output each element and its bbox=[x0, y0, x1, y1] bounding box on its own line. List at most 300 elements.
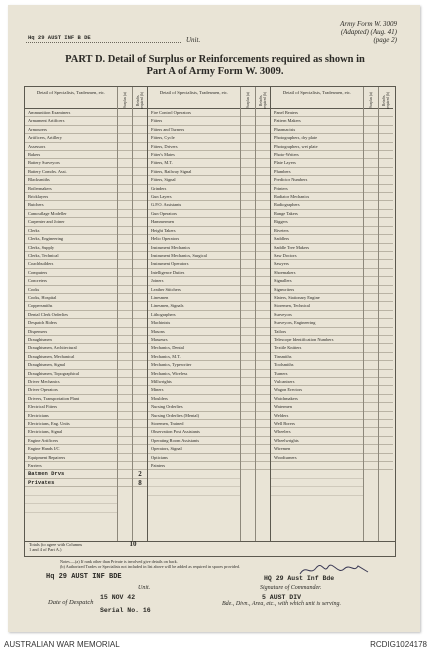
number-cell bbox=[118, 260, 132, 268]
specialist-row: Hammermen bbox=[148, 218, 240, 226]
torn-edge bbox=[8, 5, 68, 19]
number-cell bbox=[256, 151, 270, 159]
brigade-label: Bde., Divn., Area, etc., with which unit is serving. bbox=[222, 601, 341, 607]
specialist-row: Printers bbox=[271, 185, 363, 193]
number-cell bbox=[364, 227, 378, 235]
number-cell bbox=[364, 353, 378, 361]
number-cell bbox=[241, 277, 255, 285]
number-cell bbox=[379, 454, 393, 462]
number-cell bbox=[241, 386, 255, 394]
number-cell bbox=[241, 420, 255, 428]
number-cell bbox=[118, 286, 132, 294]
number-cell bbox=[133, 260, 147, 268]
number-cell bbox=[241, 319, 255, 327]
number-cell bbox=[364, 294, 378, 302]
specialist-row: Observation Post Assistants bbox=[148, 428, 240, 436]
number-cell bbox=[241, 286, 255, 294]
number-cell bbox=[118, 126, 132, 134]
number-cell bbox=[256, 109, 270, 117]
specialist-row: Sawyers bbox=[271, 260, 363, 268]
specialist-row: Driver Mechanics bbox=[25, 378, 117, 386]
number-cell bbox=[133, 117, 147, 125]
number-cell bbox=[133, 168, 147, 176]
specialist-row: Miners bbox=[148, 386, 240, 394]
specialist-row: Mechanics, M.T. bbox=[148, 353, 240, 361]
number-cell bbox=[364, 445, 378, 453]
number-cell bbox=[379, 344, 393, 352]
number-cell bbox=[118, 479, 132, 487]
number-cell bbox=[364, 159, 378, 167]
specialist-row: Electricians bbox=[25, 412, 117, 420]
specialist-row: Fitters and Turners bbox=[148, 126, 240, 134]
number-cell bbox=[256, 319, 270, 327]
number-cell bbox=[133, 395, 147, 403]
number-cell bbox=[256, 143, 270, 151]
number-cell bbox=[256, 185, 270, 193]
specialist-row: Plate Layers bbox=[271, 159, 363, 167]
number-cell bbox=[241, 117, 255, 125]
number-cell bbox=[379, 277, 393, 285]
specialist-row: Draughtsmen, Architectural bbox=[25, 344, 117, 352]
number-cell bbox=[118, 117, 132, 125]
specialist-row: Electrical Fitters bbox=[25, 403, 117, 411]
specialist-row: Wheelers bbox=[271, 428, 363, 436]
number-cell bbox=[256, 193, 270, 201]
specialist-row: Linesmen, Signals bbox=[148, 302, 240, 310]
specialist-row: Well Borers bbox=[271, 420, 363, 428]
number-cell bbox=[241, 328, 255, 336]
number-cell bbox=[256, 328, 270, 336]
number-cell bbox=[256, 117, 270, 125]
number-cell bbox=[256, 420, 270, 428]
number-cell bbox=[364, 269, 378, 277]
specialist-row: Wiremen bbox=[271, 445, 363, 453]
specialist-row: Coppersmiths bbox=[25, 302, 117, 310]
specialist-row: Plumbers bbox=[271, 168, 363, 176]
number-cell bbox=[241, 462, 255, 470]
number-cell bbox=[364, 378, 378, 386]
number-cell bbox=[364, 176, 378, 184]
specialist-row: Farriers bbox=[25, 462, 117, 470]
specialist-row: Machinists bbox=[148, 319, 240, 327]
number-cell bbox=[256, 395, 270, 403]
number-cell bbox=[256, 218, 270, 226]
number-cell bbox=[118, 277, 132, 285]
specialist-row: Instrument Mechanics bbox=[148, 244, 240, 252]
number-cell bbox=[379, 151, 393, 159]
signature-label: Signature of Commander. bbox=[260, 585, 322, 591]
specialist-row: Fitters, Signal bbox=[148, 176, 240, 184]
number-cell bbox=[256, 403, 270, 411]
number-cell bbox=[118, 159, 132, 167]
specialist-row bbox=[271, 462, 363, 470]
number-cell bbox=[118, 445, 132, 453]
number-cell bbox=[379, 353, 393, 361]
number-cell bbox=[241, 210, 255, 218]
number-cell bbox=[379, 336, 393, 344]
specialist-row: Clerks bbox=[25, 227, 117, 235]
specialist-row: Butchers bbox=[25, 201, 117, 209]
number-cell bbox=[241, 143, 255, 151]
number-cell bbox=[118, 185, 132, 193]
number-cell bbox=[256, 252, 270, 260]
specialist-row: Despatch Riders bbox=[25, 319, 117, 327]
entry-reinf-value: 8 bbox=[133, 479, 147, 487]
specialist-row: Helio Operators bbox=[148, 235, 240, 243]
number-cell bbox=[118, 470, 132, 478]
number-cell bbox=[256, 336, 270, 344]
title-line2: Part A of Army Form W. 3009. bbox=[146, 66, 284, 77]
number-cell bbox=[118, 370, 132, 378]
number-cell bbox=[379, 143, 393, 151]
number-cell bbox=[379, 176, 393, 184]
number-cell bbox=[133, 428, 147, 436]
reinf-column bbox=[379, 87, 393, 541]
column-header-name: Detail of Specialists, Tradesmen, etc. bbox=[271, 87, 363, 109]
specialist-row: Grinders bbox=[148, 185, 240, 193]
number-cell bbox=[241, 176, 255, 184]
number-cell bbox=[256, 353, 270, 361]
specialist-row: Electricians, Eng. Units bbox=[25, 420, 117, 428]
number-cell bbox=[379, 386, 393, 394]
specialist-row: Bakers bbox=[25, 151, 117, 159]
specialist-row: Fitter's Mates bbox=[148, 151, 240, 159]
number-cell bbox=[364, 420, 378, 428]
specialist-row: Fitters bbox=[148, 117, 240, 125]
specialist-row: Toolsmiths bbox=[271, 361, 363, 369]
number-cell bbox=[256, 159, 270, 167]
specialist-row: Mechanics, Typewriter bbox=[148, 361, 240, 369]
number-cell bbox=[118, 244, 132, 252]
blank-row bbox=[148, 479, 240, 487]
number-cell bbox=[118, 109, 132, 117]
number-cell bbox=[133, 143, 147, 151]
specialist-row: Coachbuilders bbox=[25, 260, 117, 268]
number-cell bbox=[133, 336, 147, 344]
specialist-row: Assessors bbox=[25, 143, 117, 151]
number-cell bbox=[241, 437, 255, 445]
specialist-row: G.P.O. Assistants bbox=[148, 201, 240, 209]
specialist-row: Radiator Mechanics bbox=[271, 193, 363, 201]
specialist-row: Dental Clerk Orderlies bbox=[25, 311, 117, 319]
number-cell bbox=[364, 437, 378, 445]
number-cell bbox=[241, 134, 255, 142]
number-cell bbox=[118, 176, 132, 184]
number-cell bbox=[133, 445, 147, 453]
number-cell bbox=[133, 403, 147, 411]
number-cell bbox=[133, 185, 147, 193]
specialist-row: Boilermakers bbox=[25, 185, 117, 193]
number-cell bbox=[256, 176, 270, 184]
number-cell bbox=[118, 227, 132, 235]
specialist-row: Leather Stitchers bbox=[148, 286, 240, 294]
number-cell bbox=[118, 462, 132, 470]
form-ref-line1: Army Form W. 3009 bbox=[340, 20, 397, 28]
number-cell bbox=[256, 227, 270, 235]
notes bbox=[60, 559, 240, 569]
number-cell bbox=[241, 336, 255, 344]
specialist-row: Nursing Orderlies bbox=[148, 403, 240, 411]
specialist-row: Storemen, Trained bbox=[148, 420, 240, 428]
number-cell bbox=[241, 185, 255, 193]
specialist-row: Signwriters bbox=[271, 286, 363, 294]
specialist-row: Fitters, Railway Signal bbox=[148, 168, 240, 176]
totals-label-line2: 1 and 4 of Part A.) bbox=[29, 547, 62, 552]
totals-row bbox=[24, 540, 396, 557]
number-cell bbox=[133, 294, 147, 302]
specialist-row: Gun Layers bbox=[148, 193, 240, 201]
number-cell bbox=[256, 378, 270, 386]
number-cell bbox=[379, 201, 393, 209]
blank-row bbox=[148, 470, 240, 478]
number-cell bbox=[379, 244, 393, 252]
specialist-row: Instrument Mechanics, Surgical bbox=[148, 252, 240, 260]
number-cell bbox=[256, 235, 270, 243]
number-cell bbox=[364, 185, 378, 193]
specialist-row: Bricklayers bbox=[25, 193, 117, 201]
number-cell bbox=[364, 454, 378, 462]
number-cell bbox=[118, 336, 132, 344]
number-cell bbox=[118, 353, 132, 361]
number-cell bbox=[241, 454, 255, 462]
number-cell bbox=[364, 403, 378, 411]
number-cell bbox=[379, 168, 393, 176]
specialist-row: Painters bbox=[148, 462, 240, 470]
footer-unit-label: Unit. bbox=[138, 585, 151, 591]
number-cell bbox=[118, 151, 132, 159]
number-cell bbox=[364, 412, 378, 420]
note-line2: (b) Authorized Trades or Specialists not included in list above will be added as required in spaces provided. bbox=[60, 564, 241, 569]
number-cell bbox=[256, 445, 270, 453]
specialist-row: Armament Artificers bbox=[25, 117, 117, 125]
number-cell bbox=[133, 437, 147, 445]
number-cell bbox=[364, 193, 378, 201]
specialist-row: Riveters bbox=[271, 227, 363, 235]
specialist-row: Watermen bbox=[271, 403, 363, 411]
number-cell bbox=[364, 328, 378, 336]
number-cell bbox=[133, 302, 147, 310]
number-cell bbox=[241, 412, 255, 420]
number-cell bbox=[364, 143, 378, 151]
number-cell bbox=[133, 201, 147, 209]
number-cell bbox=[118, 344, 132, 352]
number-cell bbox=[118, 454, 132, 462]
number-cell bbox=[379, 117, 393, 125]
number-cell bbox=[133, 353, 147, 361]
number-cell bbox=[118, 378, 132, 386]
number-cell bbox=[364, 277, 378, 285]
number-cell bbox=[118, 428, 132, 436]
number-cell bbox=[364, 109, 378, 117]
blank-row bbox=[271, 487, 363, 495]
number-cell bbox=[133, 235, 147, 243]
number-cell bbox=[256, 462, 270, 470]
number-cell bbox=[241, 370, 255, 378]
number-cell bbox=[133, 210, 147, 218]
number-cell bbox=[133, 386, 147, 394]
number-cell bbox=[241, 353, 255, 361]
number-cell bbox=[379, 403, 393, 411]
number-cell bbox=[133, 328, 147, 336]
number-cell bbox=[256, 302, 270, 310]
number-cell bbox=[118, 134, 132, 142]
specialist-row: Wagon Erectors bbox=[271, 386, 363, 394]
number-cell bbox=[379, 218, 393, 226]
column-header-surplus: Surplus (a) bbox=[369, 92, 373, 108]
number-cell bbox=[241, 109, 255, 117]
number-cell bbox=[379, 252, 393, 260]
specialist-row: Welders bbox=[271, 412, 363, 420]
specialist-row: Telescope Identification Numbers bbox=[271, 336, 363, 344]
specialist-row: Artificers, Artillery bbox=[25, 134, 117, 142]
footer-unit-stamp: Hq 29 AUST INF BDE bbox=[46, 573, 122, 581]
specialist-row: Height Takers bbox=[148, 227, 240, 235]
number-cell bbox=[364, 168, 378, 176]
number-cell bbox=[379, 319, 393, 327]
number-cell bbox=[241, 311, 255, 319]
number-cell bbox=[118, 437, 132, 445]
number-cell bbox=[241, 378, 255, 386]
specialist-row: Armourers bbox=[25, 126, 117, 134]
number-cell bbox=[364, 235, 378, 243]
specialist-row: Operators, Signal bbox=[148, 445, 240, 453]
number-cell bbox=[118, 252, 132, 260]
specialist-row: Drivers, Transportation Plant bbox=[25, 395, 117, 403]
specialist-row: Operating Room Assistants bbox=[148, 437, 240, 445]
specialist-row: Blacksmiths bbox=[25, 176, 117, 184]
number-cell bbox=[256, 210, 270, 218]
number-cell bbox=[364, 244, 378, 252]
form-reference bbox=[340, 20, 397, 44]
number-cell bbox=[256, 361, 270, 369]
number-cell bbox=[133, 286, 147, 294]
specialist-row: Carpenter and Joiner bbox=[25, 218, 117, 226]
number-cell bbox=[133, 252, 147, 260]
number-cell bbox=[133, 244, 147, 252]
totals-label-line1: Totals (to agree with Columns bbox=[29, 542, 83, 547]
number-cell bbox=[256, 344, 270, 352]
specialist-row: Range Takers bbox=[271, 210, 363, 218]
specialist-row: Wheelwrights bbox=[271, 437, 363, 445]
number-cell bbox=[256, 168, 270, 176]
number-cell bbox=[118, 168, 132, 176]
number-cell bbox=[241, 244, 255, 252]
surplus-column bbox=[241, 87, 256, 541]
number-cell bbox=[256, 126, 270, 134]
specialist-row: Cooks bbox=[25, 286, 117, 294]
specialist-row: Saddlers bbox=[271, 235, 363, 243]
number-cell bbox=[379, 185, 393, 193]
number-cell bbox=[379, 193, 393, 201]
number-cell bbox=[133, 151, 147, 159]
number-cell bbox=[133, 378, 147, 386]
number-cell bbox=[118, 386, 132, 394]
number-cell bbox=[379, 126, 393, 134]
column-header-surplus: Surplus (a) bbox=[123, 92, 127, 108]
number-cell bbox=[241, 235, 255, 243]
number-cell bbox=[364, 218, 378, 226]
specialist-row: Surveyors, Engineering bbox=[271, 319, 363, 327]
number-cell bbox=[133, 370, 147, 378]
number-cell bbox=[241, 227, 255, 235]
specialist-row: Intelligence Duties bbox=[148, 269, 240, 277]
number-cell bbox=[364, 319, 378, 327]
name-column bbox=[271, 87, 364, 541]
specialist-row: Draughtsmen bbox=[25, 336, 117, 344]
number-cell bbox=[364, 252, 378, 260]
number-cell bbox=[379, 294, 393, 302]
unit-label: Unit. bbox=[186, 36, 201, 44]
specialist-row: Fitters, Cycle bbox=[148, 134, 240, 142]
specialist-row: Radiographers bbox=[271, 201, 363, 209]
number-cell bbox=[364, 126, 378, 134]
number-cell bbox=[364, 201, 378, 209]
number-cell bbox=[256, 269, 270, 277]
number-cell bbox=[256, 311, 270, 319]
number-cell bbox=[379, 412, 393, 420]
column-group-3 bbox=[271, 87, 393, 541]
specialist-row: Draughtsmen, Topographical bbox=[25, 370, 117, 378]
number-cell bbox=[379, 286, 393, 294]
column-header-surplus: Surplus (a) bbox=[246, 92, 250, 108]
specialist-row: Opticians bbox=[148, 454, 240, 462]
number-cell bbox=[256, 454, 270, 462]
blank-row bbox=[25, 504, 117, 512]
name-column bbox=[148, 87, 241, 541]
number-cell bbox=[118, 218, 132, 226]
number-cell bbox=[256, 134, 270, 142]
number-cell bbox=[364, 286, 378, 294]
archive-footer bbox=[0, 636, 433, 654]
number-cell bbox=[379, 378, 393, 386]
form-ref-line3: (page 2) bbox=[373, 36, 397, 44]
number-cell bbox=[241, 218, 255, 226]
page-title bbox=[40, 54, 390, 78]
specialist-row: Equipment Repairers bbox=[25, 454, 117, 462]
number-cell bbox=[379, 395, 393, 403]
number-cell bbox=[364, 462, 378, 470]
specialist-row: Mechanics, Wireless bbox=[148, 370, 240, 378]
number-cell bbox=[364, 361, 378, 369]
specialist-row: Camouflage Modeller bbox=[25, 210, 117, 218]
number-cell bbox=[118, 403, 132, 411]
number-cell bbox=[118, 361, 132, 369]
number-cell bbox=[364, 311, 378, 319]
number-cell bbox=[241, 159, 255, 167]
totals-reinf-value: 10 bbox=[129, 540, 137, 548]
number-cell bbox=[241, 445, 255, 453]
specialist-row: Lithographers bbox=[148, 311, 240, 319]
number-cell bbox=[118, 302, 132, 310]
number-cell bbox=[133, 176, 147, 184]
specialist-row: Signallers bbox=[271, 277, 363, 285]
number-cell bbox=[364, 370, 378, 378]
despatch-date-label: Date of Despatch bbox=[48, 599, 94, 606]
number-cell bbox=[364, 386, 378, 394]
entry-reinf-value: 2 bbox=[133, 470, 147, 478]
number-cell bbox=[133, 412, 147, 420]
specialist-row: Draughtsmen, Signal bbox=[25, 361, 117, 369]
specialist-row: Tailors bbox=[271, 328, 363, 336]
specialist-row: Instrument Operators bbox=[148, 260, 240, 268]
number-cell bbox=[133, 319, 147, 327]
number-cell bbox=[379, 311, 393, 319]
specialist-row: Engine Artificers bbox=[25, 437, 117, 445]
number-cell bbox=[379, 134, 393, 142]
specialist-row: Driver Operators bbox=[25, 386, 117, 394]
specialist-row: Computers bbox=[25, 269, 117, 277]
specialist-row: Clerks, Technical bbox=[25, 252, 117, 260]
